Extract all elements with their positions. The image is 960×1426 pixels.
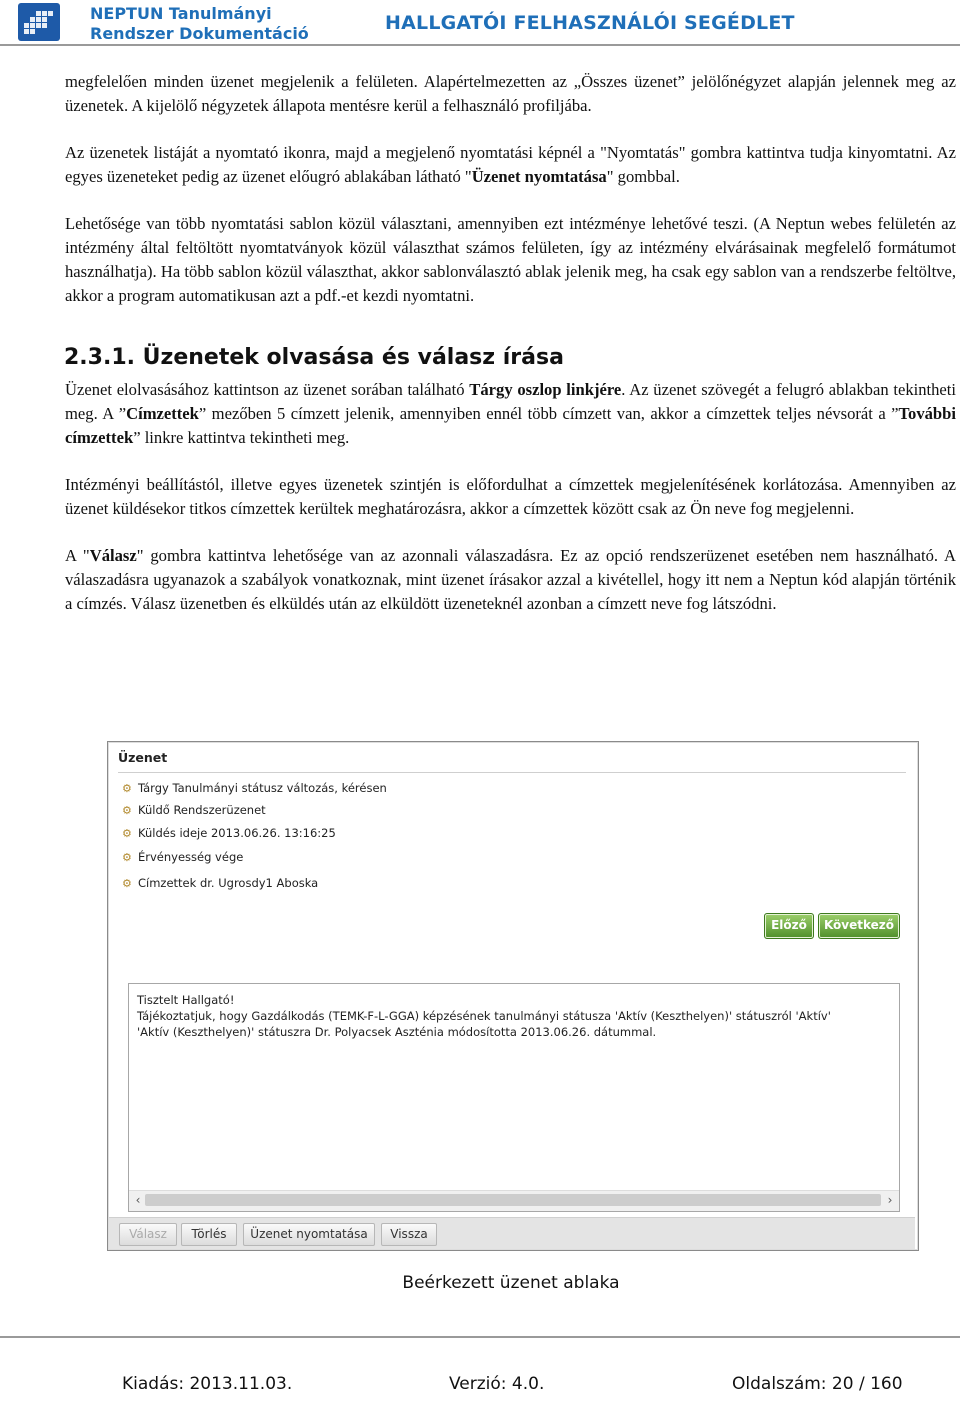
next-button[interactable]: Következő (818, 913, 900, 939)
paragraph-4-text-d: ” linkre kattintva tekintheti meg. (133, 428, 350, 447)
message-window-screenshot (107, 741, 919, 1251)
previous-button[interactable]: Előző (764, 913, 814, 939)
paragraph-2 (65, 141, 956, 189)
field-recipients-text: Címzettek dr. Ugrosdy1 Aboska (138, 876, 319, 890)
section-heading: 2.3.1. Üzenetek olvasása és válasz írása (64, 345, 564, 370)
gear-icon: ⚙ (122, 803, 132, 817)
footer-divider (0, 1336, 960, 1338)
scroll-left-icon[interactable]: ‹ (135, 1193, 141, 1207)
message-action-bar (109, 1217, 915, 1249)
field-subject-text: Tárgy Tanulmányi státusz változás, kérésen (138, 781, 387, 795)
paragraph-4 (65, 378, 956, 450)
page-header (0, 0, 960, 46)
field-recipients (122, 876, 318, 890)
brand-name (90, 4, 309, 44)
paragraph-2-text-b: " gombbal. (606, 167, 680, 186)
header-divider (0, 44, 960, 46)
delete-button[interactable]: Törlés (181, 1223, 237, 1246)
paragraph-6-text-a: A " (65, 546, 90, 565)
brand-line-1: NEPTUN Tanulmányi (90, 4, 272, 23)
paragraph-2-bold: Üzenet nyomtatása (471, 167, 607, 186)
header-title: HALLGATÓI FELHASZNÁLÓI SEGÉDLET (385, 12, 795, 34)
field-expiry-text: Érvényesség vége (138, 850, 244, 864)
scroll-right-icon[interactable]: › (887, 1193, 893, 1207)
message-window-title: Üzenet (118, 750, 168, 765)
paragraph-4-bold-3: További címzettek (65, 404, 956, 447)
paragraph-6-bold: Válasz (89, 546, 137, 565)
message-line: Tisztelt Hallgató! (137, 993, 235, 1007)
gear-icon: ⚙ (122, 826, 132, 840)
horizontal-scrollbar[interactable] (129, 1190, 899, 1211)
message-window-divider (118, 772, 906, 773)
paragraph-5: Intézményi beállítástól, illetve egyes üzenetek szintjén is előfordulhat a címzettek megjelenítésének korlátozása. Amennyiben az üzenet küldésekor titkos címzettek kerültek meghatározásra, akkor a címzettek között csak az Ön neve fog megjelenni. (65, 475, 956, 518)
field-sent-time-text: Küldés ideje 2013.06.26. 13:16:25 (138, 826, 336, 840)
message-text (137, 992, 887, 1040)
field-subject (122, 781, 387, 795)
paragraph-1: megfelelően minden üzenet megjelenik a felületen. Alapértelmezetten az „Összes üzenet” jelölőnégyzet alapján jelennek meg az üzenetek. A kijelölő négyzetek állapota mentésre kerül a felhasználó profiljába. (65, 72, 956, 115)
print-message-button[interactable]: Üzenet nyomtatása (243, 1223, 375, 1246)
footer-page-number: Oldalszám: 20 / 160 (732, 1374, 903, 1394)
gear-icon: ⚙ (122, 850, 132, 864)
message-body (128, 983, 900, 1212)
document-body (65, 70, 956, 639)
figure-caption: Beérkezett üzenet ablaka (402, 1273, 620, 1293)
paragraph-4-text-a: Üzenet elolvasásához kattintson az üzenet sorában található (65, 380, 470, 399)
footer-version: Verzió: 4.0. (449, 1374, 545, 1394)
reply-button[interactable]: Válasz (119, 1223, 177, 1246)
field-sent-time (122, 826, 336, 840)
paragraph-3: Lehetősége van több nyomtatási sablon közül választani, amennyiben ezt intézménye lehetővé teszi. (A Neptun webes felületén az intézmény által feltöltött nyomtatványok közül választhat számos felületen, így az intézmény elvárásainak megfelelő formátumot használhatja). Ha több sablon közül választhat, akkor sablonválasztó ablak jelenik meg, ha csak egy sablon van a rendszerbe feltöltve, akkor a program automatikusan azt a pdf.-et kezdi nyomtatni. (65, 214, 956, 305)
scrollbar-thumb[interactable] (145, 1194, 881, 1206)
field-sender-text: Küldő Rendszerüzenet (138, 803, 266, 817)
paragraph-4-text-c: ” mezőben 5 címzett jelenik, amennyiben ennél több címzett van, akkor a címzettek teljes névsorát a ” (198, 404, 899, 423)
paragraph-4-bold-1: Tárgy oszlop linkjére (469, 380, 622, 399)
paragraph-4-text-b: . Az üzenet szövegét a felugró ablakban tekintheti meg. A ” (65, 380, 957, 423)
gear-icon: ⚙ (122, 876, 132, 890)
field-expiry (122, 850, 243, 864)
footer-issue-date: Kiadás: 2013.11.03. (122, 1374, 293, 1394)
neptun-logo (18, 3, 60, 41)
brand-line-2: Rendszer Dokumentáció (90, 24, 309, 43)
paragraph-6-text-b: " gombra kattintva lehetősége van az azonnali válaszadásra. Ez az opció rendszerüzenet esetében nem használható. A válaszadásra ugyanazok a szabályok vonatkoznak, mint üzenet írásakor azzal a kivétellel, hogy itt nem a Neptun kód alapján történik a címzés. Válasz üzenetben és elküldés után az elküldött üzeneteknél azonban a címzett neve fog látszódni. (65, 546, 956, 613)
paragraph-6 (65, 544, 956, 616)
paragraph-2-text-a: Az üzenetek listáját a nyomtató ikonra, majd a megjelenő nyomtatási képnél a "Nyomtatás" gombra kattintva tudja kinyomtatni. Az egyes üzeneteket pedig az üzenet előugró ablakában látható " (65, 143, 956, 186)
back-button[interactable]: Vissza (381, 1223, 437, 1246)
gear-icon: ⚙ (122, 781, 132, 795)
message-line: Tájékoztatjuk, hogy Gazdálkodás (TEMK-F-L-GGA) képzésének tanulmányi státusza 'Aktív (Keszthelyen)' státuszról 'Aktív' (137, 1009, 831, 1023)
message-line: 'Aktív (Keszthelyen)' státuszra Dr. Polyacsek Aszténia módosította 2013.06.26. dátummal. (137, 1025, 657, 1039)
paragraph-4-bold-2: Címzettek (126, 404, 199, 423)
field-sender (122, 803, 266, 817)
